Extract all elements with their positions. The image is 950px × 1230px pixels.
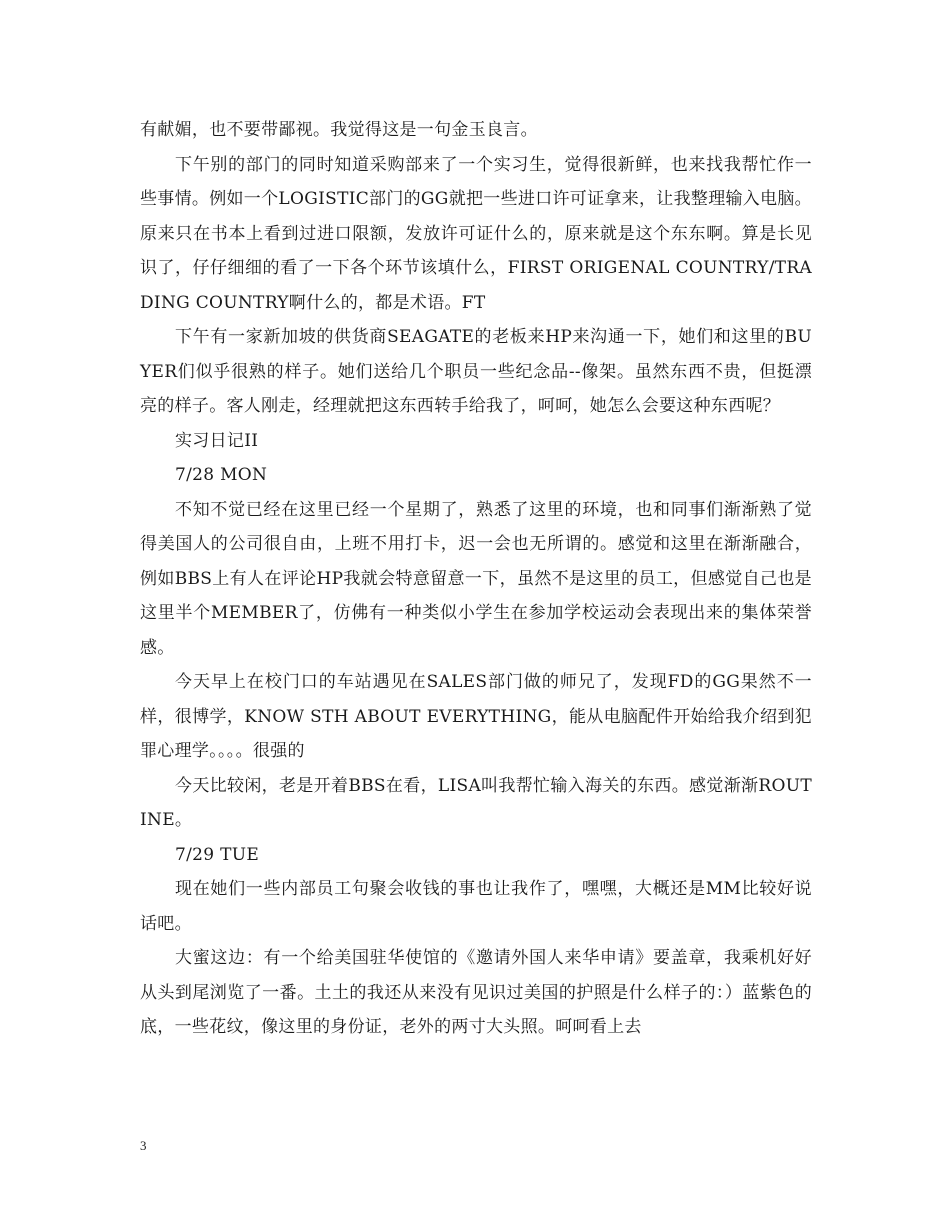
paragraph: 下午有一家新加坡的供货商SEAGATE的老板来HP来沟通一下，她们和这里的BUYER们似乎很熟的样子。她们送给几个职员一些纪念品--像架。虽然东西不贵，但挺漂亮的样子。客人刚走，经理就把这东西转手给我了，呵呵，她怎么会要这种东西呢？ xyxy=(140,327,812,416)
date-heading: 7/29 TUE xyxy=(175,844,260,865)
paragraph: 现在她们一些内部员工句聚会收钱的事也让我作了，嘿嘿，大概还是MM比较好说话吧。 xyxy=(140,879,812,934)
section-heading: 实习日记II xyxy=(175,430,259,451)
paragraph: 下午别的部门的同时知道采购部来了一个实习生，觉得很新鲜，也来找我帮忙作一些事情。例如一个LOGISTIC部门的GG就把一些进口许可证拿来，让我整理输入电脑。原来只在书本上看到过进口限额，发放许可证什么的，原来就是这个东东啊。算是长见识了，仔仔细细的看了一下各个环节该填什么，FIRST ORIGENAL COUNTRY/TRADING COUNTRY啊什么的，都是术语。FT xyxy=(140,154,812,313)
paragraph: 大蜜这边：有一个给美国驻华使馆的《邀请外国人来华申请》要盖章，我乘机好好从头到尾浏览了一番。土土的我还从来没有见识过美国的护照是什么样子的：）蓝紫色的底，一些花纹，像这里的身份证，老外的两寸大头照。呵呵看上去 xyxy=(140,948,812,1037)
body-text xyxy=(140,113,812,1045)
page-number: 3 xyxy=(140,1138,147,1153)
paragraph: 今天比较闲，老是开着BBS在看，LISA叫我帮忙输入海关的东西。感觉渐渐ROUTINE。 xyxy=(140,775,812,830)
paragraph: 有献媚，也不要带鄙视。我觉得这是一句金玉良言。 xyxy=(140,120,538,140)
date-heading: 7/28 MON xyxy=(175,465,268,485)
paragraph: 今天早上在校门口的车站遇见在SALES部门做的师兄了，发现FD的GG果然不一样，很博学，KNOW STH ABOUT EVERYTHING，能从电脑配件开始给我介绍到犯罪心理学。。。。很强的 xyxy=(140,672,812,761)
paragraph: 不知不觉已经在这里已经一个星期了，熟悉了这里的环境，也和同事们渐渐熟了觉得美国人的公司很自由，上班不用打卡，迟一会也无所谓的。感觉和这里在渐渐融合，例如BBS上有人在评论HP我就会特意留意一下，虽然不是这里的员工，但感觉自己也是这里半个MEMBER了，仿佛有一种类似小学生在参加学校运动会表现出来的集体荣誉感。 xyxy=(140,499,812,658)
